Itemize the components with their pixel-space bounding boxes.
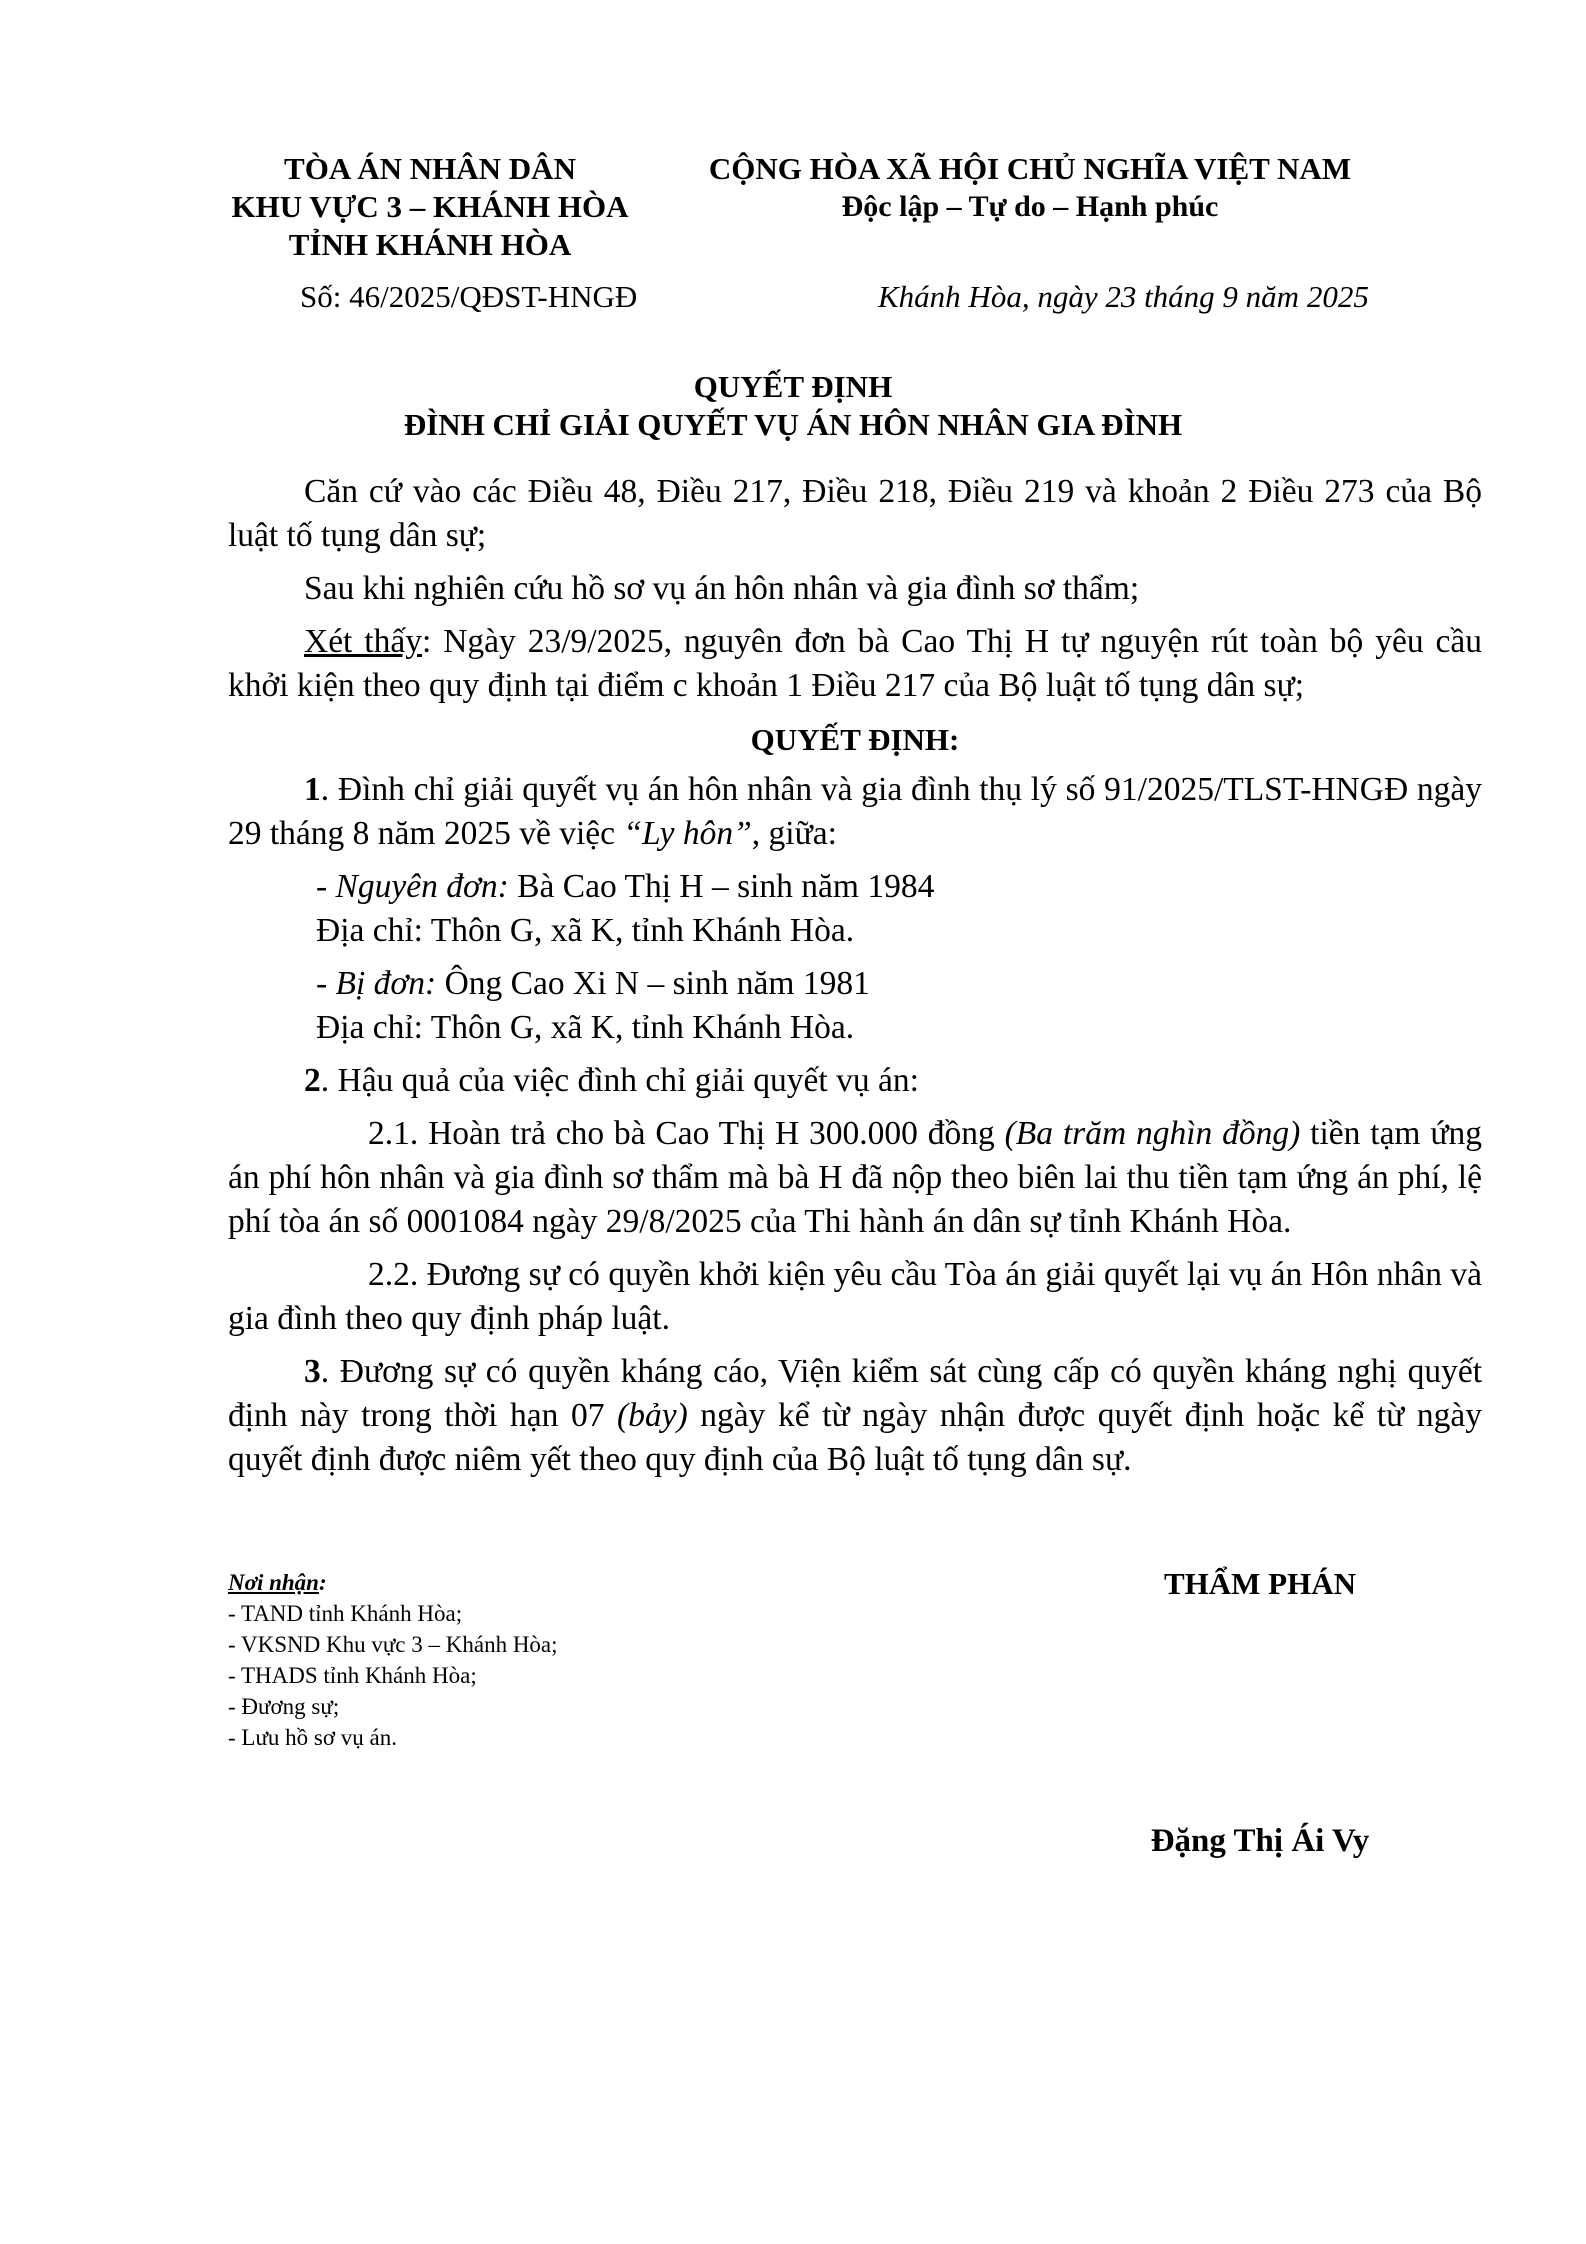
item-1-paragraph — [228, 768, 1482, 856]
item-3-days-words: (bảy) — [617, 1397, 688, 1434]
court-header — [200, 150, 660, 264]
item-2-1-text-a: 2.1. Hoàn trả cho bà Cao Thị H 300.000 đồng — [368, 1115, 1005, 1152]
document-body — [228, 470, 1482, 1482]
consider-label: Xét thấy — [304, 623, 422, 660]
defendant-address: Địa chỉ: Thôn G, xã K, tỉnh Khánh Hòa. — [316, 1009, 855, 1046]
recipients-heading — [228, 1567, 558, 1598]
plaintiff-address: Địa chỉ: Thôn G, xã K, tỉnh Khánh Hòa. — [316, 912, 855, 949]
item-3-text-b: ngày kể từ ngày nhận được quyết định hoặc kể từ ngày quyết định được niêm yết theo quy định của Bộ luật tố tụng dân sự. — [228, 1397, 1482, 1478]
item-1-text-a: . Đình chỉ giải quyết vụ án hôn nhân và gia đình thụ lý số 91/2025/TLST-HNGĐ ngày 29 tháng 8 năm 2025 về việc — [228, 771, 1482, 852]
document-number: Số: 46/2025/QĐST-HNGĐ — [300, 279, 638, 314]
item-2-2-paragraph: 2.2. Đương sự có quyền khởi kiện yêu cầu Tòa án giải quyết lại vụ án Hôn nhân và gia đình theo quy định pháp luật. — [228, 1256, 1482, 1337]
item-2-paragraph — [228, 1059, 1482, 1103]
defendant-label: Bị đơn: — [335, 965, 437, 1002]
defendant-line: - Bị đơn: Ông Cao Xi N – sinh năm 1981 — [316, 965, 870, 1002]
item-3-paragraph — [228, 1350, 1482, 1482]
judge-title: THẨM PHÁN — [1163, 1566, 1356, 1601]
court-name-line2: KHU VỰC 3 – KHÁNH HÒA — [231, 189, 629, 224]
plaintiff-info: Bà Cao Thị H – sinh năm 1984 — [508, 868, 935, 905]
item-2-number: 2 — [304, 1062, 321, 1099]
recipient-item: - Lưu hồ sơ vụ án. — [228, 1725, 397, 1750]
case-type: “Ly hôn” — [623, 815, 752, 852]
court-name-line1: TÒA ÁN NHÂN DÂN — [284, 151, 576, 186]
consider-text: : Ngày 23/9/2025, nguyên đơn bà Cao Thị H tự nguyện rút toàn bộ yêu cầu khởi kiện theo quy định tại điểm c khoản 1 Điều 217 của Bộ luật tố tụng dân sự; — [228, 623, 1482, 704]
item-2-text: . Hậu quả của việc đình chỉ giải quyết vụ án: — [320, 1062, 919, 1099]
item-2-1-text-b: tiền tạm ứng án phí hôn nhân và gia đình sơ thẩm mà bà H đã nộp theo biên lai thu tiền tạm ứng án phí, lệ phí tòa án số 0001084 ngày 29/8/2025 của Thi hành án dân sự tỉnh Khánh Hòa. — [228, 1115, 1482, 1240]
document-subtitle: ĐÌNH CHỈ GIẢI QUYẾT VỤ ÁN HÔN NHÂN GIA ĐÌNH — [403, 407, 1183, 442]
plaintiff-line: - Nguyên đơn: Bà Cao Thị H – sinh năm 1984 — [316, 868, 935, 905]
document-title: QUYẾT ĐỊNH — [693, 369, 893, 404]
recipients-list — [228, 1567, 558, 1753]
national-motto: Độc lập – Tự do – Hạnh phúc — [841, 190, 1219, 223]
place-date: Khánh Hòa, ngày 23 tháng 9 năm 2025 — [878, 279, 1369, 314]
item-2-1-amount-words: (Ba trăm nghìn đồng) — [1004, 1115, 1301, 1152]
defendant-info: Ông Cao Xi N – sinh năm 1981 — [436, 965, 870, 1002]
plaintiff-label: Nguyên đơn: — [335, 868, 509, 905]
recipient-item: - VKSND Khu vực 3 – Khánh Hòa; — [228, 1632, 558, 1657]
recipients-heading-label: Nơi nhận — [228, 1570, 319, 1595]
recipients-heading-colon: : — [318, 1570, 327, 1595]
nation-header — [680, 150, 1380, 226]
item-1-number: 1 — [304, 771, 321, 808]
study-paragraph: Sau khi nghiên cứu hồ sơ vụ án hôn nhân và gia đình sơ thẩm; — [304, 570, 1140, 607]
item-3-number: 3 — [304, 1353, 321, 1390]
judge-name: Đặng Thị Ái Vy — [1150, 1823, 1370, 1859]
decision-heading: QUYẾT ĐỊNH: — [750, 722, 960, 757]
consideration-paragraph — [228, 620, 1482, 708]
item-1-text-b: , giữa: — [751, 815, 837, 852]
court-name-line3: TỈNH KHÁNH HÒA — [288, 227, 572, 262]
item-2-1-paragraph — [228, 1112, 1482, 1244]
basis-paragraph: Căn cứ vào các Điều 48, Điều 217, Điều 218, Điều 219 và khoản 2 Điều 273 của Bộ luật tố tụng dân sự; — [228, 473, 1482, 554]
recipient-item: - THADS tỉnh Khánh Hòa; — [228, 1663, 477, 1688]
nation-name: CỘNG HÒA XÃ HỘI CHỦ NGHĨA VIỆT NAM — [708, 151, 1352, 186]
recipient-item: - Đương sự; — [228, 1694, 340, 1719]
recipient-item: - TAND tỉnh Khánh Hòa; — [228, 1601, 463, 1626]
item-3-text-a: . Đương sự có quyền kháng cáo, Viện kiểm sát cùng cấp có quyền kháng nghị quyết định này trong thời hạn 07 — [228, 1353, 1482, 1434]
